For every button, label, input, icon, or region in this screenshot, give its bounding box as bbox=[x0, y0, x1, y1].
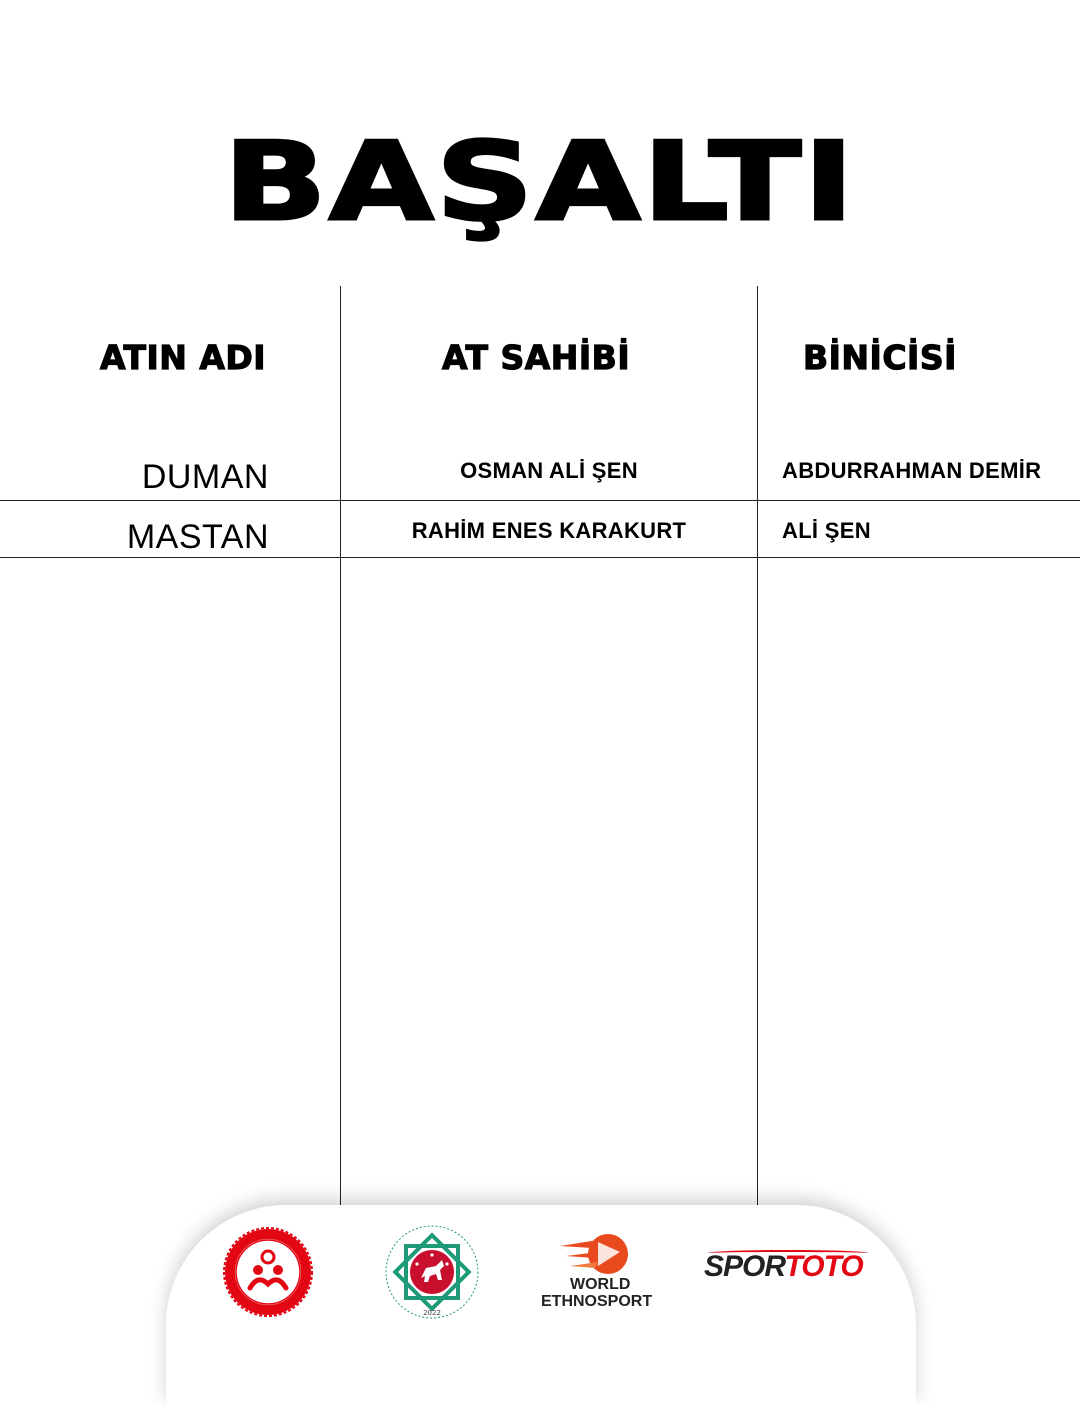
column-header-owner: AT SAHİBİ bbox=[442, 338, 631, 377]
column-divider bbox=[340, 286, 341, 1206]
federation-seal-icon bbox=[384, 1224, 480, 1320]
page-title: BAŞALTI bbox=[223, 120, 857, 245]
sportoto-swoosh-icon bbox=[708, 1250, 868, 1256]
ethnosport-line1: WORLD bbox=[570, 1276, 631, 1293]
ministry-seal-icon bbox=[222, 1226, 314, 1318]
row-divider bbox=[0, 500, 1080, 501]
column-header-rider: BİNİCİSİ bbox=[803, 338, 957, 377]
table-row-owner: RAHİM ENES KARAKURT bbox=[411, 518, 687, 543]
row-divider bbox=[0, 557, 1080, 558]
table-row-rider: ABDURRAHMAN DEMİR bbox=[782, 458, 1042, 483]
sportoto-logo bbox=[704, 1250, 874, 1294]
table-row-horse: MASTAN bbox=[126, 518, 269, 556]
column-divider bbox=[757, 286, 758, 1206]
sportoto-part1: SPOR bbox=[704, 1250, 785, 1283]
table-row-rider: ALİ ŞEN bbox=[782, 518, 871, 543]
table-row-owner: OSMAN ALİ ŞEN bbox=[460, 458, 638, 483]
ethnosport-line2: ETHNOSPORT bbox=[541, 1293, 653, 1310]
table-row-horse: DUMAN bbox=[141, 458, 269, 496]
column-header-horse: ATIN ADI bbox=[100, 338, 267, 377]
ethnosport-flame-icon bbox=[540, 1226, 670, 1276]
federation-year: 2022 bbox=[423, 1309, 441, 1317]
world-ethnosport-logo bbox=[540, 1226, 670, 1316]
sportoto-part2: TOTO bbox=[784, 1250, 863, 1283]
